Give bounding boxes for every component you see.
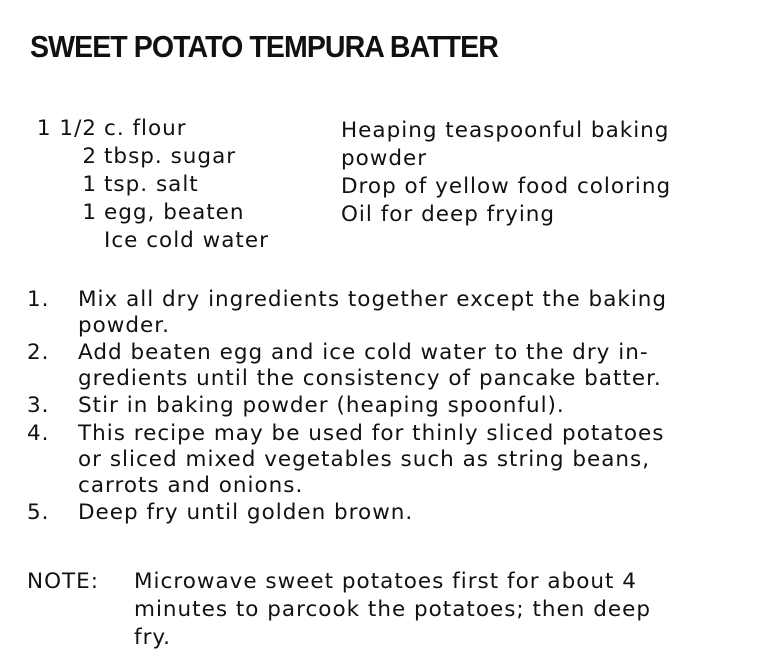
instruction-list [27,286,747,527]
ingredient-quantity: 2 [82,144,97,169]
step-number: 3. [27,393,50,418]
ingredient-list-right [341,117,671,229]
ingredient-name: tsp. salt [104,172,199,197]
ingredient-item: Drop of yellow food coloring [341,174,672,199]
ingredient-quantity [30,227,104,255]
ingredient-item: powder [341,146,428,171]
ingredient-item [30,143,269,171]
ingredient-quantity: 1 1/2 [36,116,97,141]
step-text: This recipe may be used for thinly sliced potatoes or sliced mixed vegetables such as string beans, carrots and onions. [78,421,665,498]
ingredient-list-left [30,115,269,255]
ingredient-name: c. flour [104,116,187,141]
step-text: Mix all dry ingredients together except the baking powder. [78,287,668,338]
ingredient-item: Heaping teaspoonful baking [341,118,670,143]
step-text: Deep fry until golden brown. [78,500,414,525]
step-text: Stir in baking powder (heaping spoonful). [78,393,565,418]
instruction-step [27,392,747,420]
ingredient-name: tbsp. sugar [104,144,237,169]
instruction-step [27,339,747,392]
instruction-step [27,286,747,339]
ingredient-item [30,227,269,255]
ingredient-name: egg, beaten [104,200,245,225]
ingredient-item: Oil for deep frying [341,202,556,227]
instruction-step [27,499,747,527]
ingredient-item [30,115,269,143]
instruction-step [27,420,747,499]
ingredient-quantity: 1 [82,200,97,225]
step-number: 1. [27,287,50,312]
step-number: 5. [27,500,50,525]
ingredient-quantity: 1 [82,172,97,197]
step-text: Add beaten egg and ice cold water to the dry in- gredients until the consistency of pancake batter. [78,340,662,391]
recipe-title: SWEET POTATO TEMPURA BATTER [30,29,498,64]
step-number: 2. [27,340,50,365]
note-text: Microwave sweet potatoes first for about 4 minutes to parcook the potatoes; then deep fry. [134,569,651,650]
ingredient-item [30,199,269,227]
step-number: 4. [27,421,50,446]
note-label: NOTE: [27,569,99,594]
ingredient-item [30,171,269,199]
ingredient-name: Ice cold water [104,228,269,253]
recipe-note [27,568,651,652]
